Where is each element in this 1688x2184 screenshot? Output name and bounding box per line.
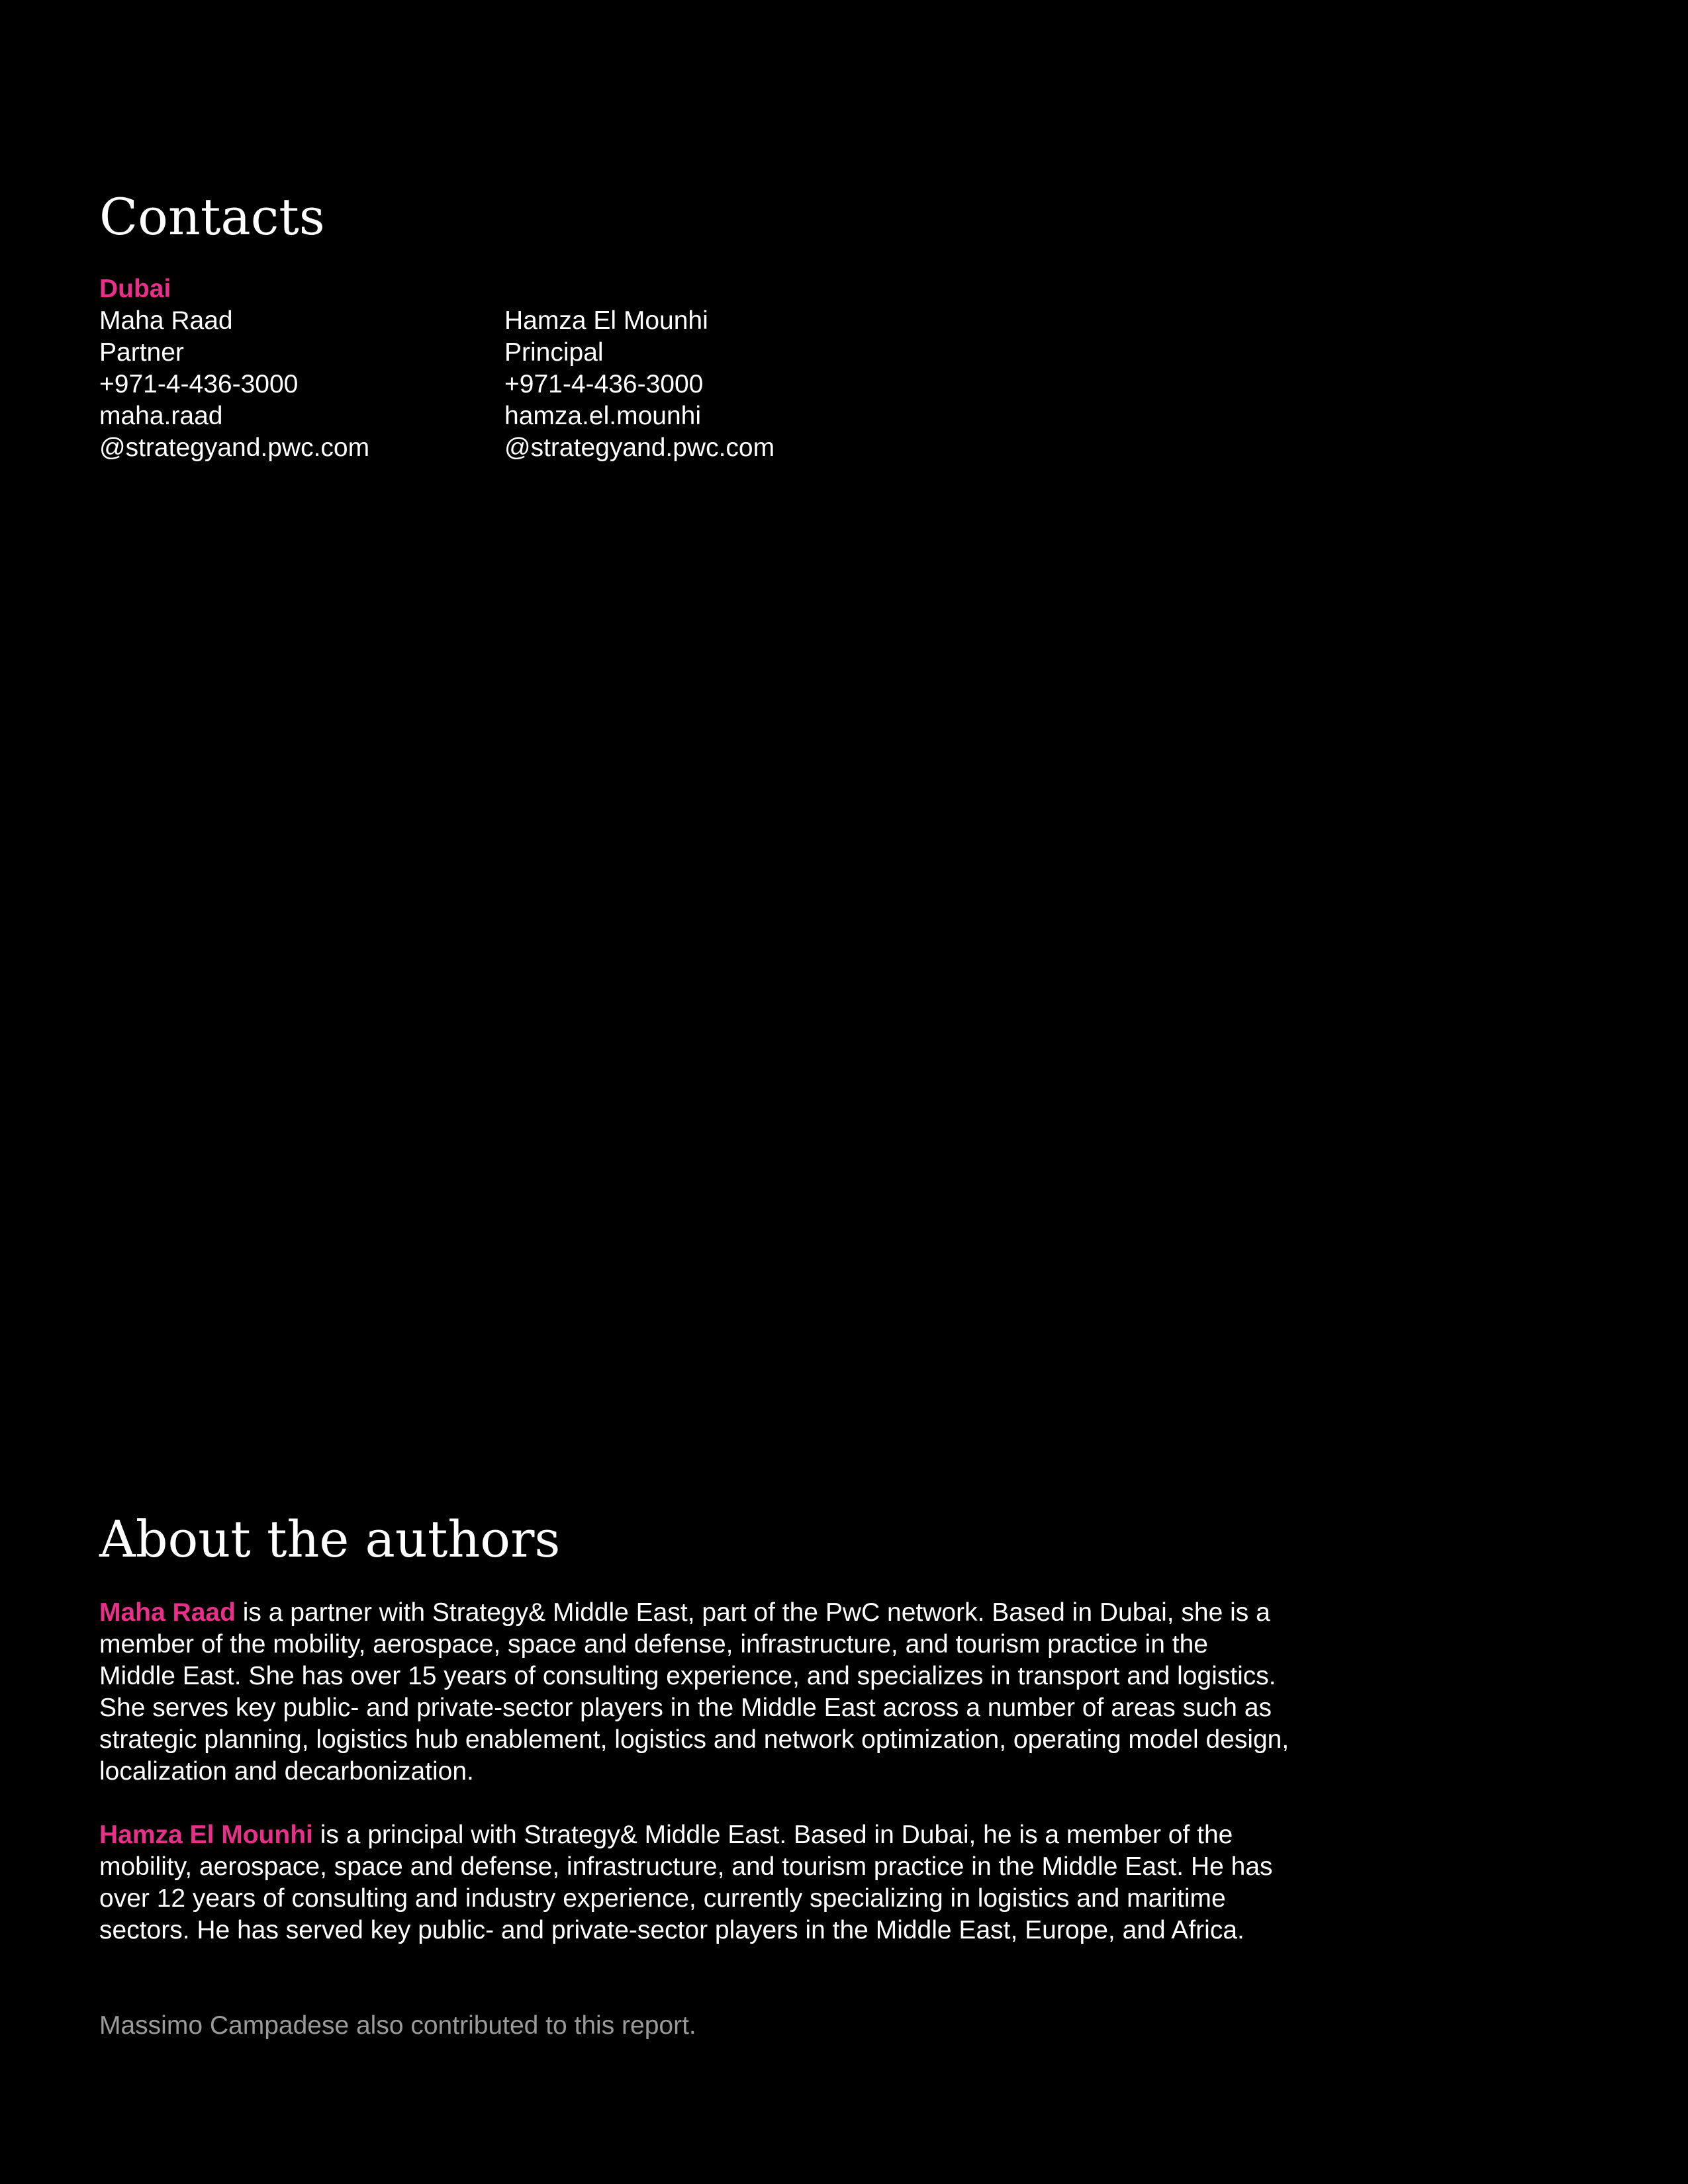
author-name: Maha Raad: [99, 1598, 236, 1627]
contact-role: Partner: [99, 338, 184, 367]
author-bio-maha-raad: [99, 1597, 1291, 1788]
contact-phone: +971-4-436-3000: [504, 370, 704, 398]
author-bio-text: is a principal with Strategy& Middle East. Based in Dubai, he is a member of the mobility, aerospace, space and defense, infrastructure, and tourism practice in the Middle East. He has over 12 years of consulting and industry experience, currently specializing in logistics and maritime sectors. He has served key public- and private-sector players in the Middle East, Europe, and Africa.: [99, 1821, 1273, 1944]
contact-role: Principal: [504, 338, 604, 367]
author-bio-text: is a partner with Strategy& Middle East, part of the PwC network. Based in Dubai, she is a member of the mobility, aerospace, space and defense, infrastructure, and tourism practice in the Middle East. She has over 15 years of consulting experience, and specializes in transport and logistics. She serves key public- and private-sector players in the Middle East across a number of areas such as strategic planning, logistics hub enablement, logistics and network optimization, operating model design, localization and decarbonization.: [99, 1598, 1289, 1786]
contacts-city-label: Dubai: [99, 275, 171, 303]
contact-card-maha-raad: [99, 305, 369, 464]
contact-card-hamza-el-mounhi: [504, 305, 774, 464]
about-authors-heading: About the authors: [99, 1510, 561, 1569]
contact-email-line1: maha.raad: [99, 402, 223, 430]
contributor-note: Massimo Campadese also contributed to this report.: [99, 2011, 696, 2040]
author-bio-hamza-el-mounhi: [99, 1819, 1291, 1946]
contacts-heading: Contacts: [99, 187, 325, 246]
contact-email-line1: hamza.el.mounhi: [504, 402, 701, 430]
contact-email-line2: @strategyand.pwc.com: [504, 433, 775, 462]
contact-phone: +971-4-436-3000: [99, 370, 299, 398]
contact-name: Maha Raad: [99, 306, 233, 335]
contact-name: Hamza El Mounhi: [504, 306, 708, 335]
contact-email-line2: @strategyand.pwc.com: [99, 433, 370, 462]
author-name: Hamza El Mounhi: [99, 1821, 313, 1849]
